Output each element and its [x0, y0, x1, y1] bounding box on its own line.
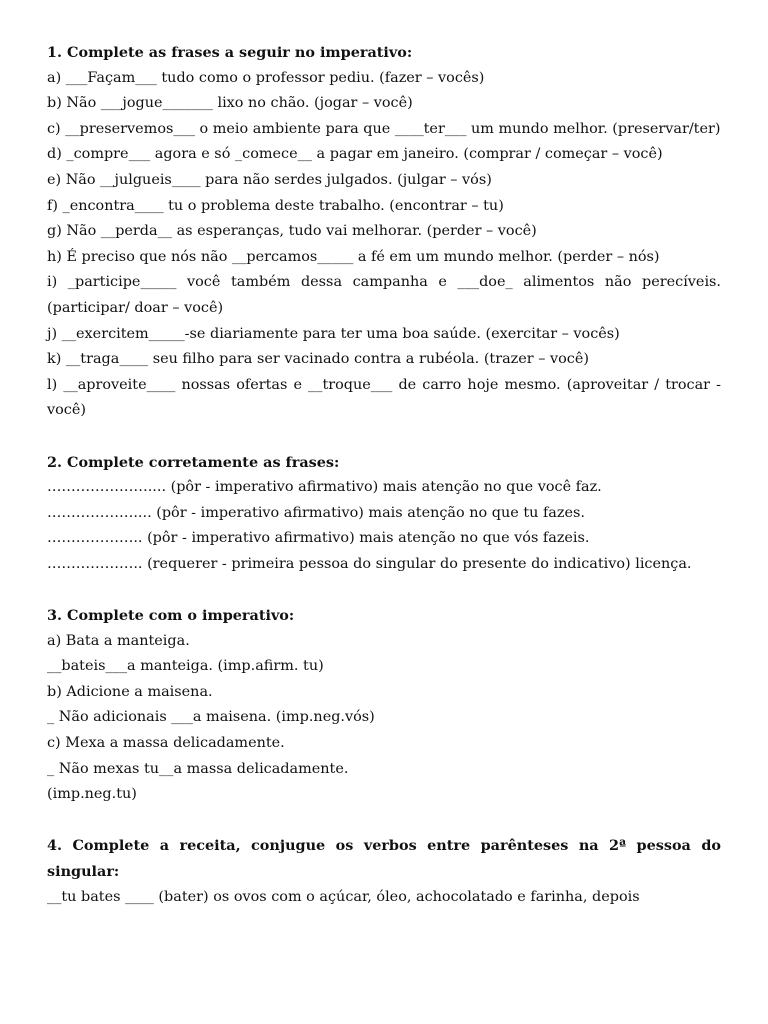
section-1-item-d: d) _compre___ agora e só _comece__ a pagar em janeiro. (comprar / começar – você)	[47, 146, 663, 163]
section-2-item-3: ……………….. (pôr - imperativo afirmativo) mais atenção no que vós fazeis.	[47, 530, 590, 547]
section-2-item-1: ………………….... (pôr - imperativo afirmativo) mais atenção no que você faz.	[47, 479, 602, 496]
section-2-item-4: ……………….. (requerer - primeira pessoa do singular do presente do indicativo) licença.	[47, 555, 692, 572]
section-1-item-h: h) É preciso que nós não __percamos_____ a fé em um mundo melhor. (perder – nós)	[47, 248, 660, 265]
section-spacer	[47, 577, 721, 603]
section-2-heading: 2. Complete corretamente as frases:	[47, 453, 340, 471]
section-4-item-1: __tu bates ____ (bater) os ovos com o açúcar, óleo, achocolatado e farinha, depois	[47, 888, 640, 905]
section-spacer	[47, 424, 721, 450]
section-1-item-g: g) Não __perda__ as esperanças, tudo vai melhorar. (perder – você)	[47, 223, 537, 240]
section-3-item-c: c) Mexa a massa delicadamente.	[47, 735, 285, 752]
section-1-item-l: l) __aproveite____ nossas ofertas e __troque___ de carro hoje mesmo. (aproveitar / trocar - você)	[47, 376, 721, 419]
section-1-item-a: a) ___Façam___ tudo como o professor pediu. (fazer – vocês)	[47, 69, 485, 86]
section-1-item-c: c) __preservemos___ o meio ambiente para que ____ter___ um mundo melhor. (preservar/ter)	[47, 120, 721, 137]
section-1-item-f: f) _encontra____ tu o problema deste trabalho. (encontrar – tu)	[47, 197, 504, 214]
section-3-item-b: b) Adicione a maisena.	[47, 683, 213, 700]
section-3-heading: 3. Complete com o imperativo:	[47, 607, 295, 625]
section-1-item-j: j) __exercitem_____-se diariamente para ter uma boa saúde. (exercitar – vocês)	[47, 325, 620, 342]
section-1-heading: 1. Complete as frases a seguir no imperativo:	[47, 44, 413, 61]
section-4-heading: 4. Complete a receita, conjugue os verbos entre parênteses na 2ª pessoa do singular:	[47, 837, 721, 880]
document-page	[47, 40, 721, 910]
section-spacer	[47, 808, 721, 834]
section-3-answer-c-note: (imp.neg.tu)	[47, 786, 137, 803]
section-3-item-a: a) Bata a manteiga.	[47, 632, 190, 649]
section-1-item-i: i) _participe_____ você também dessa campanha e ___doe_ alimentos não perecíveis. (participar/ doar – você)	[47, 274, 721, 316]
section-2-item-2: ……………….... (pôr - imperativo afirmativo) mais atenção no que tu fazes.	[47, 504, 585, 521]
section-1-item-b: b) Não ___jogue_______ lixo no chão. (jogar – você)	[47, 95, 413, 112]
section-3-answer-a: __bateis___a manteiga. (imp.afirm. tu)	[47, 658, 324, 675]
section-1-item-k: k) __traga____ seu filho para ser vacinado contra a rubéola. (trazer – você)	[47, 351, 589, 368]
section-1-item-e: e) Não __julgueis____ para não serdes julgados. (julgar – vós)	[47, 171, 492, 188]
section-3-answer-b: _ Não adicionais ___a maisena. (imp.neg.vós)	[47, 709, 375, 726]
section-3-answer-c: _ Não mexas tu__a massa delicadamente.	[47, 760, 349, 777]
